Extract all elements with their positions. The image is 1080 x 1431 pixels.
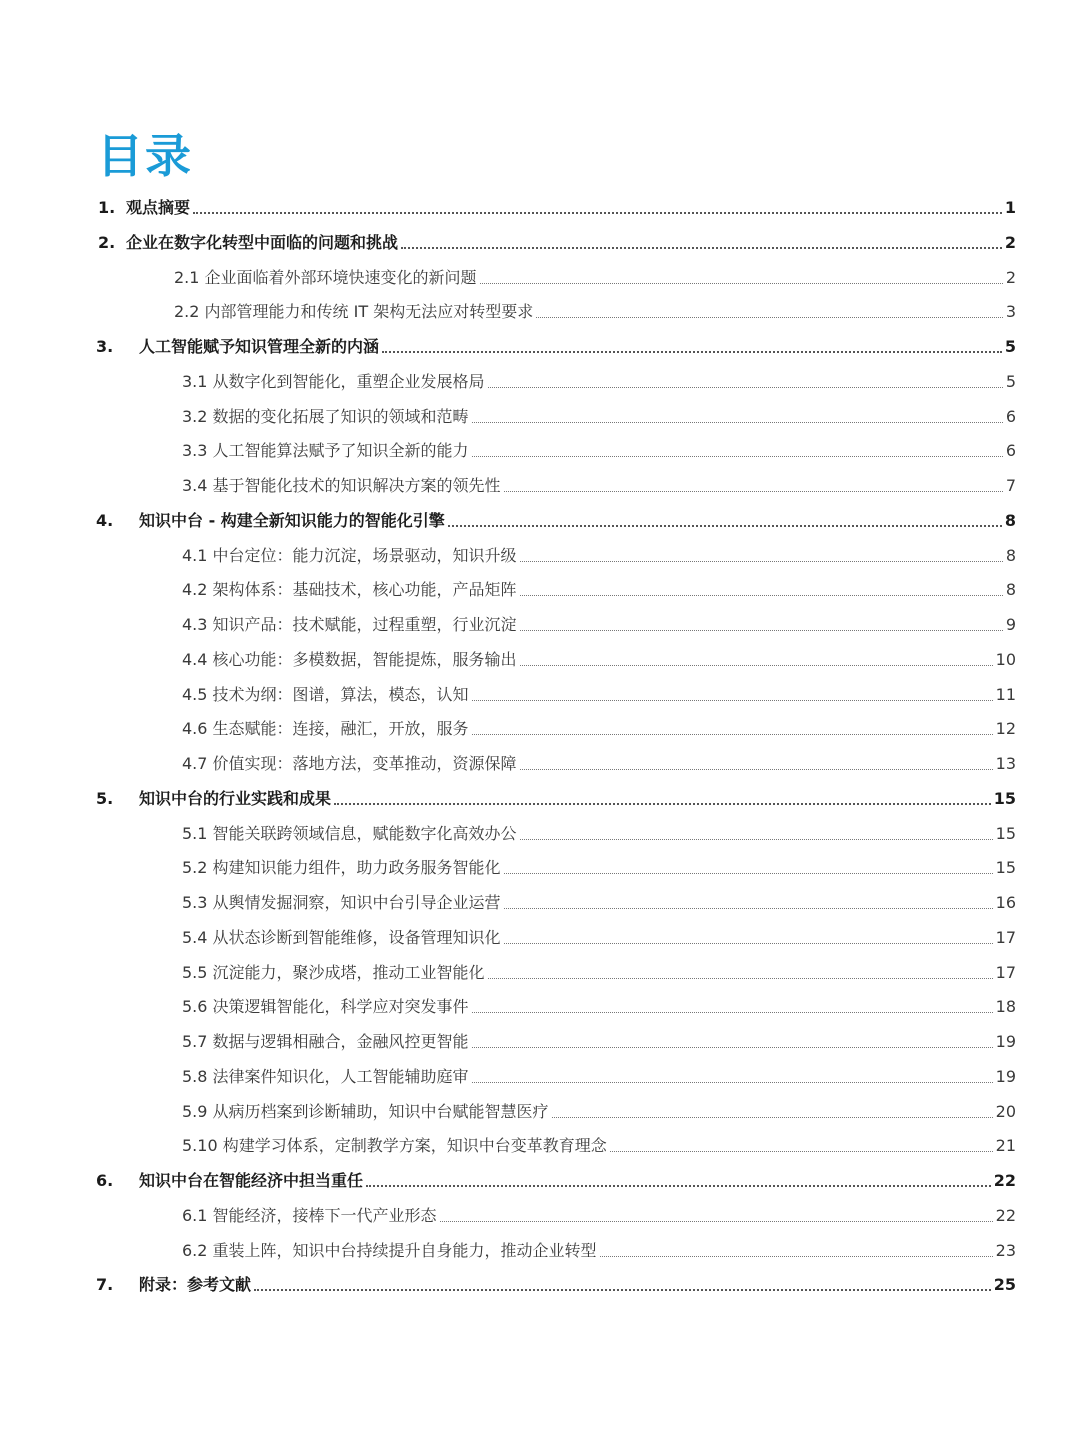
toc-entry[interactable] — [0, 785, 1080, 809]
toc-entry-page-number: 1 — [1004, 198, 1016, 217]
toc-entry-page-number: 22 — [995, 1205, 1016, 1225]
toc-entry-number: 4. — [96, 510, 114, 530]
toc-dot-leader — [366, 1185, 991, 1187]
toc-dot-leader — [472, 1047, 993, 1048]
toc-entry-page-number: 10 — [995, 649, 1016, 669]
toc-entry-page-number: 16 — [995, 893, 1016, 912]
toc-entry[interactable] — [0, 854, 1080, 878]
toc-entry[interactable] — [0, 924, 1080, 948]
toc-dot-leader — [440, 1221, 993, 1222]
toc-entry-number: 2. — [98, 232, 116, 252]
toc-dot-leader — [600, 1256, 993, 1257]
toc-dot-leader — [193, 212, 1002, 214]
toc-dot-leader — [472, 422, 1003, 423]
toc-entry[interactable] — [0, 333, 1080, 357]
toc-entry[interactable] — [0, 1063, 1080, 1087]
toc-entry[interactable] — [0, 611, 1080, 635]
toc-entry-page-number: 18 — [995, 997, 1016, 1017]
toc-entry[interactable] — [0, 194, 1080, 218]
toc-entry-title: 4.4 核心功能：多模数据，智能提炼，服务输出 — [182, 649, 517, 669]
toc-entry-page-number: 19 — [995, 1066, 1016, 1086]
toc-dot-leader — [488, 978, 993, 979]
toc-entry[interactable] — [0, 542, 1080, 566]
toc-entry-number: 3. — [96, 337, 114, 356]
toc-entry-title: 3.3 人工智能算法赋予了知识全新的能力 — [182, 441, 469, 461]
toc-entry[interactable] — [0, 298, 1080, 322]
toc-entry-title: 5.5 沉淀能力，聚沙成塔，推动工业智能化 — [182, 962, 485, 982]
toc-dot-leader — [480, 283, 1003, 284]
toc-entry-page-number: 6 — [1005, 441, 1016, 461]
toc-entry[interactable] — [0, 1202, 1080, 1226]
toc-entry[interactable] — [0, 820, 1080, 844]
toc-entry[interactable] — [0, 681, 1080, 705]
toc-entry-page-number: 25 — [993, 1275, 1016, 1295]
toc-entry[interactable] — [0, 368, 1080, 392]
toc-entry-page-number: 17 — [995, 927, 1016, 947]
toc-entry-title: 4.7 价值实现：落地方法，变革推动，资源保障 — [182, 754, 517, 773]
toc-entry-title: 2.2 内部管理能力和传统 IT 架构无法应对转型要求 — [174, 302, 534, 322]
toc-entry-title: 人工智能赋予知识管理全新的内涵 — [139, 337, 380, 356]
toc-dot-leader — [520, 630, 1003, 631]
toc-dot-leader — [472, 1082, 993, 1083]
toc-dot-leader — [520, 595, 1003, 596]
toc-entry[interactable] — [0, 507, 1080, 531]
toc-dot-leader — [536, 317, 1003, 318]
toc-dot-leader — [520, 561, 1003, 562]
toc-dot-leader — [504, 873, 993, 874]
toc-entry-page-number: 5 — [1004, 337, 1016, 356]
toc-entry[interactable] — [0, 437, 1080, 461]
toc-entry-title: 3.2 数据的变化拓展了知识的领域和范畴 — [182, 406, 469, 426]
toc-entry-page-number: 22 — [993, 1171, 1016, 1190]
toc-dot-leader — [504, 491, 1003, 492]
toc-entry-title: 4.6 生态赋能：连接，融汇，开放，服务 — [182, 719, 469, 739]
toc-entry-number: 5. — [96, 788, 114, 808]
toc-dot-leader — [504, 943, 993, 944]
toc-dot-leader — [472, 734, 993, 735]
toc-dot-leader — [472, 1012, 993, 1013]
toc-entry-page-number: 7 — [1005, 476, 1016, 495]
toc-entry-number: 6. — [96, 1171, 114, 1190]
toc-entry[interactable] — [0, 750, 1080, 774]
toc-entry-title: 附录：参考文献 — [139, 1275, 252, 1295]
toc-entry-page-number: 8 — [1005, 545, 1016, 565]
toc-dot-leader — [254, 1289, 991, 1291]
toc-entry[interactable] — [0, 889, 1080, 913]
toc-entry-title: 5.8 法律案件知识化，人工智能辅助庭审 — [182, 1066, 469, 1086]
toc-entry-title: 企业在数字化转型中面临的问题和挑战 — [126, 232, 399, 252]
toc-entry-title: 5.6 决策逻辑智能化，科学应对突发事件 — [182, 997, 469, 1017]
page-title: 目录 — [97, 129, 193, 183]
toc-entry-page-number: 15 — [995, 858, 1016, 878]
toc-entry-page-number: 2 — [1005, 267, 1016, 287]
toc-entry-number: 1. — [98, 198, 116, 217]
toc-entry-title: 4.1 中台定位：能力沉淀，场景驱动，知识升级 — [182, 545, 517, 565]
toc-entry-title: 5.4 从状态诊断到智能维修，设备管理知识化 — [182, 927, 501, 947]
toc-entry-title: 6.1 智能经济，接棒下一代产业形态 — [182, 1205, 437, 1225]
toc-entry-page-number: 2 — [1004, 232, 1016, 252]
toc-dot-leader — [520, 665, 993, 666]
toc-entry-title: 5.7 数据与逻辑相融合，金融风控更智能 — [182, 1032, 469, 1051]
toc-entry-title: 观点摘要 — [126, 198, 191, 217]
toc-dot-leader — [488, 387, 1003, 388]
toc-entry-page-number: 19 — [995, 1032, 1016, 1051]
toc-entry-page-number: 8 — [1004, 510, 1016, 530]
toc-dot-leader — [552, 1117, 993, 1118]
toc-entry-title: 5.1 智能关联跨领域信息，赋能数字化高效办公 — [182, 823, 517, 843]
toc-entry[interactable] — [0, 1132, 1080, 1156]
toc-entry-title: 5.3 从舆情发掘洞察，知识中台引导企业运营 — [182, 893, 501, 912]
toc-entry-title: 知识中台 - 构建全新知识能力的智能化引擎 — [139, 510, 445, 530]
toc-dot-leader — [401, 247, 1002, 249]
toc-entry-page-number: 17 — [995, 962, 1016, 982]
toc-dot-leader — [334, 803, 991, 805]
toc-entry-page-number: 11 — [995, 684, 1016, 704]
toc-entry-title: 4.3 知识产品：技术赋能，过程重塑，行业沉淀 — [182, 615, 517, 634]
toc-dot-leader — [504, 908, 993, 909]
toc-dot-leader — [520, 839, 993, 840]
toc-dot-leader — [472, 700, 993, 701]
toc-entry[interactable] — [0, 576, 1080, 600]
toc-entry-page-number: 13 — [995, 754, 1016, 773]
toc-entry-title: 3.1 从数字化到智能化，重塑企业发展格局 — [182, 371, 485, 391]
toc-entry[interactable] — [0, 1237, 1080, 1261]
toc-entry-title: 知识中台在智能经济中担当重任 — [139, 1171, 364, 1190]
toc-entry[interactable] — [0, 264, 1080, 288]
toc-entry-title: 5.10 构建学习体系，定制教学方案，知识中台变革教育理念 — [182, 1136, 607, 1156]
toc-entry-page-number: 12 — [995, 719, 1016, 739]
toc-dot-leader — [472, 456, 1003, 457]
toc-entry-page-number: 15 — [993, 788, 1016, 808]
toc-entry-page-number: 9 — [1005, 615, 1016, 634]
toc-entry-title: 6.2 重装上阵，知识中台持续提升自身能力，推动企业转型 — [182, 1240, 597, 1260]
toc-entry[interactable] — [0, 715, 1080, 739]
toc-entry-title: 5.9 从病历档案到诊断辅助，知识中台赋能智慧医疗 — [182, 1101, 549, 1121]
toc-entry[interactable] — [0, 1167, 1080, 1191]
toc-entry-page-number: 23 — [995, 1240, 1016, 1260]
toc-entry-page-number: 15 — [995, 823, 1016, 843]
toc-entry-page-number: 21 — [995, 1136, 1016, 1156]
toc-dot-leader — [382, 351, 1002, 353]
toc-entry-page-number: 8 — [1005, 580, 1016, 600]
toc-entry-page-number: 5 — [1005, 371, 1016, 391]
toc-entry-title: 4.2 架构体系：基础技术，核心功能，产品矩阵 — [182, 580, 517, 600]
toc-entry[interactable] — [0, 1098, 1080, 1122]
toc-entry[interactable] — [0, 472, 1080, 496]
toc-dot-leader — [520, 769, 993, 770]
toc-entry[interactable] — [0, 1271, 1080, 1295]
toc-entry-title: 知识中台的行业实践和成果 — [139, 788, 332, 808]
toc-entry-title: 5.2 构建知识能力组件，助力政务服务智能化 — [182, 858, 501, 878]
toc-dot-leader — [610, 1151, 993, 1152]
toc-entry[interactable] — [0, 993, 1080, 1017]
toc-entry-page-number: 6 — [1005, 406, 1016, 426]
toc-entry-page-number: 3 — [1005, 302, 1016, 322]
toc-entry-title: 2.1 企业面临着外部环境快速变化的新问题 — [174, 267, 477, 287]
toc-entry[interactable] — [0, 646, 1080, 670]
toc-entry[interactable] — [0, 229, 1080, 253]
toc-entry-number: 7. — [96, 1275, 114, 1295]
toc-entry[interactable] — [0, 403, 1080, 427]
toc-entry[interactable] — [0, 959, 1080, 983]
toc-dot-leader — [448, 525, 1002, 527]
toc-entry-title: 3.4 基于智能化技术的知识解决方案的领先性 — [182, 476, 501, 495]
toc-entry-page-number: 20 — [995, 1101, 1016, 1121]
toc-entry[interactable] — [0, 1028, 1080, 1052]
toc-entry-title: 4.5 技术为纲：图谱，算法，模态，认知 — [182, 684, 469, 704]
